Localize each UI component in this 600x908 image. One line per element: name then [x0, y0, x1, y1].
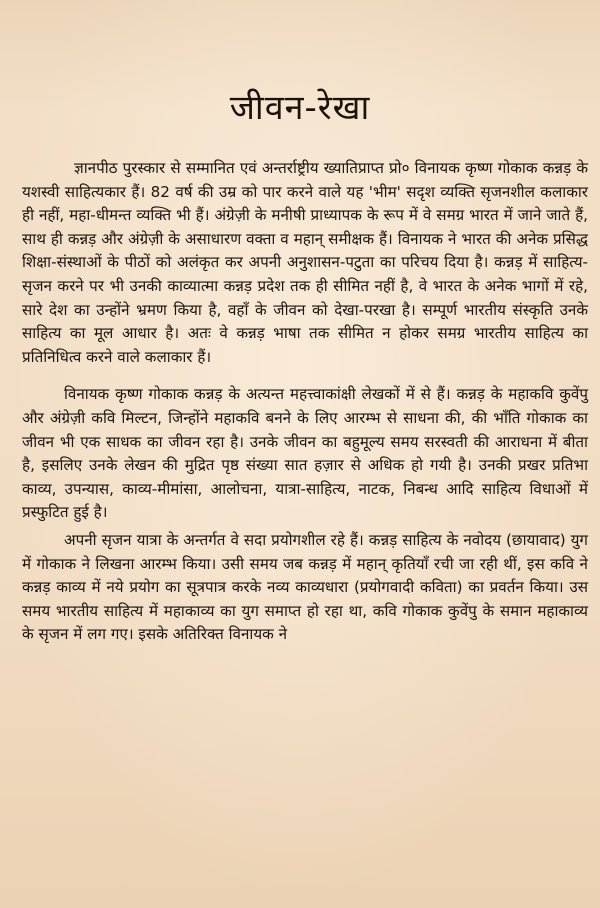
body-text — [22, 157, 588, 647]
paragraph-2: विनायक कृष्ण गोकाक कन्नड़ के अत्यन्त महत्त्वाकांक्षी लेखकों में से हैं। कन्नड़ के महाकवि कुवेंपु और अंग्रेज़ी कवि मिल्टन, जिन्होंने महाकवि बनने के लिए आरम्भ से साधना की, की भाँति गोकाक का जीवन भी एक साधक का जीवन रहा है। उनके जीवन का बहुमूल्य समय सरस्वती की आराधना में बीता है, इसलिए उनके लेखन की मुद्रित पृष्ठ संख्या सात हज़ार से अधिक हो गयी है। उनकी प्रखर प्रतिभा काव्य, उपन्यास, काव्य-मीमांसा, आलोचना, यात्रा-साहित्य, नाटक, निबन्ध आदि साहित्य विधाओं में प्रस्फुटित हुई है। — [22, 385, 588, 522]
paragraph-3: अपनी सृजन यात्रा के अन्तर्गत वे सदा प्रयोगशील रहे हैं। कन्नड़ साहित्य के नवोदय (छायावाद) युग में गोकाक ने लिखना आरम्भ किया। उसी समय जब कन्नड़ में महान् कृतियाँ रची जा रही थीं, इस कवि ने कन्नड़ काव्य में नये प्रयोग का सूत्रपात्र करके नव्य काव्यधारा (प्रयोगवादी कविता) का प्रवर्तन किया। उस समय भारतीय साहित्य में महाकाव्य का युग समाप्त हो रहा था, कवि गोकाक कुवेंपु के समान महाकाव्य के सृजन में लग गए। इसके अतिरिक्त विनायक ने — [22, 530, 588, 644]
page-title: जीवन-रेखा — [229, 87, 371, 128]
paragraph-1: ज्ञानपीठ पुरस्कार से सम्मानित एवं अन्तर्राष्ट्रीय ख्यातिप्राप्त प्रो० विनायक कृष्ण गोकाक कन्नड़ के यशस्वी साहित्यकार हैं। 82 वर्ष की उम्र को पार करने वाले यह 'भीम' सदृश व्यक्ति सृजनशील कलाकार ही नहीं, महा-धीमन्त व्यक्ति भी हैं। अंग्रेज़ी के मनीषी प्राध्यापक के रूप में वे समग्र भारत में जाने जाते हैं, साथ ही कन्नड़ और अंग्रेज़ी के असाधारण वक्ता व महान् समीक्षक हैं। विनायक ने भारत की अनेक प्रसिद्ध शिक्षा-संस्थाओं के पीठों को अलंकृत कर अपनी अनुशासन-पटुता का परिचय दिया है। कन्नड़ में साहित्य-सृजन करने पर भी उनकी काव्यात्मा कन्नड़ प्रदेश तक ही सीमित नहीं है, वे भारत के अनेक भागों में रहे, सारे देश का उन्होंने भ्रमण किया है, वहाँ के जीवन को देखा-परखा है। सम्पूर्ण भारतीय संस्कृति उनके साहित्य का मूल आधार है। अतः वे कन्नड़ भाषा तक सीमित न होकर समग्र भारतीय साहित्य का प्रतिनिधित्व करने वाले कलाकार हैं। — [22, 159, 588, 366]
